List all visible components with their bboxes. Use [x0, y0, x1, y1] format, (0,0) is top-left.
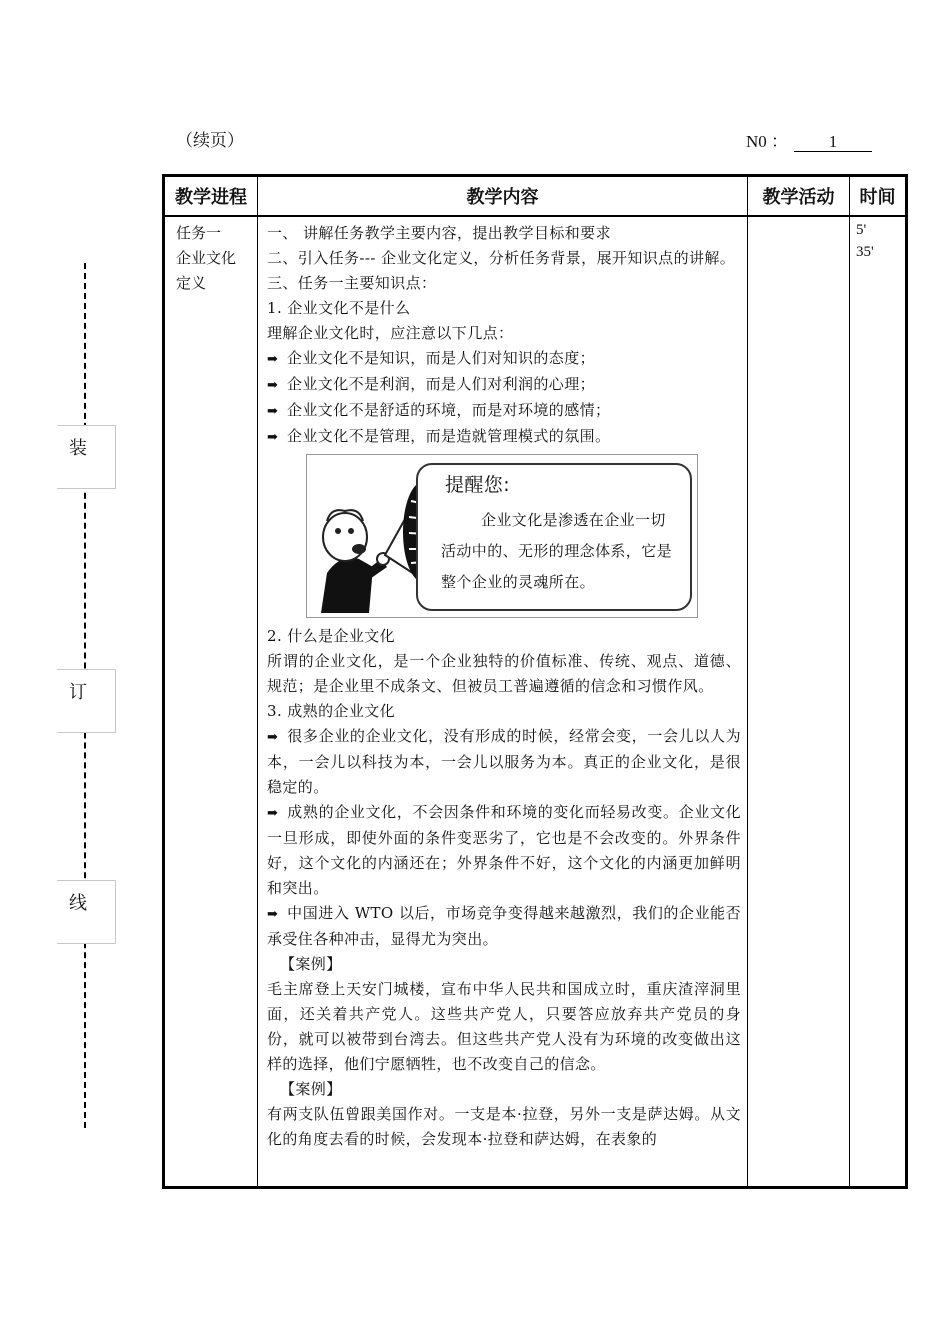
content-paragraph: 理解企业文化时，应注意以下几点： — [267, 324, 514, 342]
content-cell — [258, 216, 748, 1188]
callout-title: 提醒您: — [445, 474, 511, 496]
continued-page-label: （续页） — [176, 131, 244, 151]
bullet-text: 企业文化不是利润，而是人们对利润的心理； — [287, 375, 596, 393]
page-number-value: 1 — [794, 133, 872, 152]
table-header-row — [164, 176, 907, 217]
right-arrow-icon: ➡ — [267, 378, 279, 393]
progress-cell — [164, 216, 258, 1188]
right-arrow-icon: ➡ — [267, 430, 279, 445]
time-cell — [850, 216, 907, 1188]
content-heading: 1. 企业文化不是什么 — [267, 299, 411, 317]
right-arrow-icon: ➡ — [267, 907, 279, 922]
bullet-item — [267, 398, 741, 424]
content-heading: 2. 什么是企业文化 — [267, 627, 396, 645]
right-arrow-icon: ➡ — [267, 352, 279, 367]
progress-line: 定义 — [176, 274, 207, 292]
bullet-text: 企业文化不是舒适的环境，而是对环境的感情； — [287, 401, 611, 419]
page-number — [746, 127, 872, 152]
binding-text-zhuang: 装 — [69, 438, 87, 459]
right-arrow-icon: ➡ — [267, 806, 279, 821]
callout-body: 企业文化是渗透在企业一切活动中的、无形的理念体系，它是整个企业的灵魂所在。 — [441, 511, 673, 591]
bullet-item — [267, 424, 741, 450]
case-text: 毛主席登上天安门城楼，宣布中华人民共和国成立时，重庆渣滓洞里面，还关着共产党人。这些共产党人，只要答应放弃共产党员的身份，就可以被带到台湾去。但这些共产党人没有为环境的改变做出这样的选择，他们宁愿牺牲，也不改变自己的信念。 — [267, 980, 741, 1073]
binding-label-top — [57, 425, 116, 489]
content-heading: 3. 成熟的企业文化 — [267, 702, 396, 720]
bullet-text: 中国进入 WTO 以后，市场竞争变得越来越激烈，我们的企业能否承受住各种冲击，显得尤为突出。 — [267, 904, 741, 948]
binding-label-bottom — [57, 880, 116, 944]
activity-cell — [748, 216, 850, 1188]
bullet-item — [267, 346, 741, 372]
binding-label-mid — [57, 669, 116, 733]
bullet-text: 企业文化不是管理，而是造就管理模式的氛围。 — [287, 427, 611, 445]
right-arrow-icon: ➡ — [267, 404, 279, 419]
case-label: 【案例】 — [280, 1080, 342, 1098]
bullet-item — [267, 724, 741, 800]
header-progress: 教学进程 — [164, 176, 258, 217]
bullet-text: 企业文化不是知识，而是人们对知识的态度； — [287, 349, 596, 367]
case-label: 【案例】 — [280, 955, 342, 973]
reminder-illustration — [306, 454, 698, 618]
progress-line: 企业文化 — [176, 249, 237, 267]
content-paragraph: 二、引入任务--- 企业文化定义，分析任务背景，展开知识点的讲解。 — [267, 249, 736, 267]
bullet-text: 成熟的企业文化，不会因条件和环境的变化而轻易改变。企业文化一旦形成，即使外面的条件变恶劣了，它也是不会改变的。外界条件好，这个文化的内涵还在；外界条件不好，这个文化的内涵更加鲜明和突出。 — [267, 803, 741, 897]
bullet-text: 很多企业的企业文化，没有形成的时候，经常会变，一会儿以人为本，一会儿以科技为本，一会儿以服务为本。真正的企业文化，是很稳定的。 — [267, 727, 741, 796]
binding-text-ding: 订 — [69, 682, 87, 703]
right-arrow-icon: ➡ — [267, 730, 279, 745]
header-time: 时间 — [850, 176, 907, 217]
time-value: 35' — [856, 244, 874, 260]
progress-line: 任务一 — [176, 224, 222, 242]
time-value: 5' — [856, 222, 867, 238]
content-paragraph: 所谓的企业文化，是一个企业独特的价值标准、传统、观点、道德、规范；是企业里不成条文、但被员工普遍遵循的信念和习惯作风。 — [267, 652, 741, 695]
page-number-label: N0 ： — [746, 132, 789, 151]
content-paragraph: 三、任务一主要知识点： — [267, 274, 437, 292]
table-row — [164, 216, 907, 1188]
case-text: 有两支队伍曾跟美国作对。一支是本·拉登，另外一支是萨达姆。从文化的角度去看的时候，会发现本·拉登和萨达姆，在表象的 — [267, 1105, 741, 1148]
bullet-item — [267, 800, 741, 901]
bullet-item — [267, 901, 741, 952]
header-activity: 教学活动 — [748, 176, 850, 217]
lesson-table — [162, 174, 908, 1189]
binding-text-xian: 线 — [69, 893, 87, 914]
content-paragraph: 一、 讲解任务教学主要内容，提出教学目标和要求 — [267, 224, 611, 242]
header-content: 教学内容 — [258, 176, 748, 217]
bullet-item — [267, 372, 741, 398]
